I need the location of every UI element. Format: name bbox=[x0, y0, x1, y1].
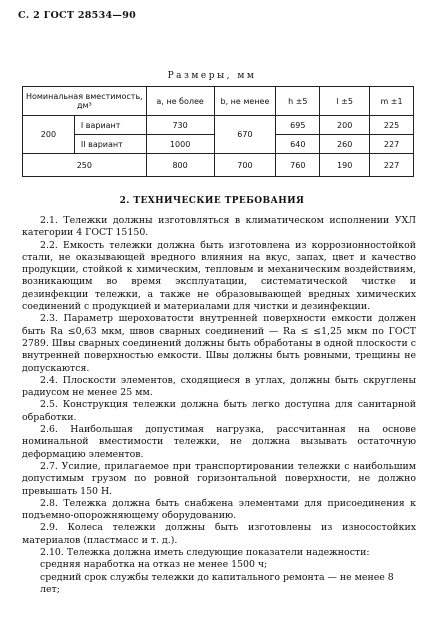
column-header: m ±1 bbox=[370, 87, 414, 116]
page-header: С. 2 ГОСТ 28534—90 bbox=[18, 10, 137, 21]
table-row bbox=[23, 116, 414, 135]
table-cell: 730 bbox=[146, 116, 214, 135]
paragraph: 2.3. Параметр шероховатости внутренней поверхности емкости должен быть Ra ≤0,63 мкм, швов сварных соединений — Ra ≤ ≤1,25 мкм по ГОСТ 2789. Швы сварных соединений должны быть обработаны в одной плоскости с внутренней поверхностью емкости. Швы должны быть ровными, трещины не допускаются. bbox=[22, 313, 416, 374]
paragraph: 2.6. Наибольшая допустимая нагрузка, рассчитанная на основе номинальной вместимости тележки, не должна вызывать остаточную деформацию элементов. bbox=[22, 424, 416, 460]
paragraph: 2.10. Тележка должна иметь следующие показатели надежности: bbox=[40, 547, 370, 559]
column-header: Номинальная вместимость, дм³ bbox=[23, 87, 147, 116]
table-cell: 227 bbox=[370, 135, 414, 154]
document-body bbox=[22, 215, 416, 596]
list-item: средняя наработка на отказ не менее 1500 ч; bbox=[40, 559, 268, 571]
paragraph: 2.8. Тележка должна быть снабжена элементами для присоединения к подъемно-опорожняющему оборудованию. bbox=[22, 497, 416, 522]
column-header: a, не более bbox=[146, 87, 214, 116]
table-cell: 700 bbox=[214, 154, 276, 177]
table-cell: I вариант bbox=[74, 116, 146, 135]
table-header-row bbox=[23, 87, 414, 116]
table-cell: 640 bbox=[276, 135, 320, 154]
paragraph: 2.1. Тележки должны изготовляться в климатическом исполнении УХЛ категории 4 ГОСТ 15150. bbox=[22, 215, 416, 239]
paragraph: 2.5. Конструкция тележки должна быть легко доступна для санитарной обработки. bbox=[22, 399, 416, 423]
table-cell: 200 bbox=[320, 116, 370, 135]
table-cell: 225 bbox=[370, 116, 414, 135]
table-cell: 800 bbox=[146, 154, 214, 177]
table-caption: Размеры, мм bbox=[167, 71, 257, 81]
table-row bbox=[23, 154, 414, 177]
table-cell: 1000 bbox=[146, 135, 214, 154]
table-cell: 250 bbox=[23, 154, 147, 177]
table-cell: 200 bbox=[23, 116, 75, 154]
paragraph: 2.4. Плоскости элементов, сходящиеся в углах, должны быть скруглены радиусом не менее 25 мм. bbox=[22, 374, 416, 399]
column-header: h ±5 bbox=[276, 87, 320, 116]
table-cell: 190 bbox=[320, 154, 370, 177]
table-cell: II вариант bbox=[74, 135, 146, 154]
column-header: l ±5 bbox=[320, 87, 370, 116]
table-cell: 227 bbox=[370, 154, 414, 177]
table-cell: 670 bbox=[214, 116, 276, 154]
table-cell: 760 bbox=[276, 154, 320, 177]
table-cell: 260 bbox=[320, 135, 370, 154]
section-title: 2. ТЕХНИЧЕСКИЕ ТРЕБОВАНИЯ bbox=[119, 196, 305, 206]
paragraph: 2.2. Емкость тележки должна быть изготовлена из коррозионностойкой стали, не оказывающей вредного влияния на вкус, запах, цвет и качество продукции, стойкой к химическим, тепловым и механическим воздействиям, возникающим во время эксплуатации, систематической чистке и дезинфекции тележки, а также не образовывающей вредных химических соединений с продукцией и материалами для чистки и дезинфекции. bbox=[22, 239, 416, 313]
column-header: b, не менее bbox=[214, 87, 276, 116]
dimensions-table bbox=[22, 86, 414, 177]
list-item: средний срок службы тележки до капитального ремонта — не менее 8 лет; bbox=[40, 571, 394, 595]
paragraph: 2.7. Усилие, прилагаемое при транспортировании тележки с наибольшим допустимым грузом по ровной горизонтальной поверхности, не должно превышать 150 Н. bbox=[22, 460, 416, 497]
paragraph: 2.9. Колеса тележки должны быть изготовлены из износостойких материалов (пластмасс и т. д.). bbox=[22, 522, 416, 546]
table-cell: 695 bbox=[276, 116, 320, 135]
